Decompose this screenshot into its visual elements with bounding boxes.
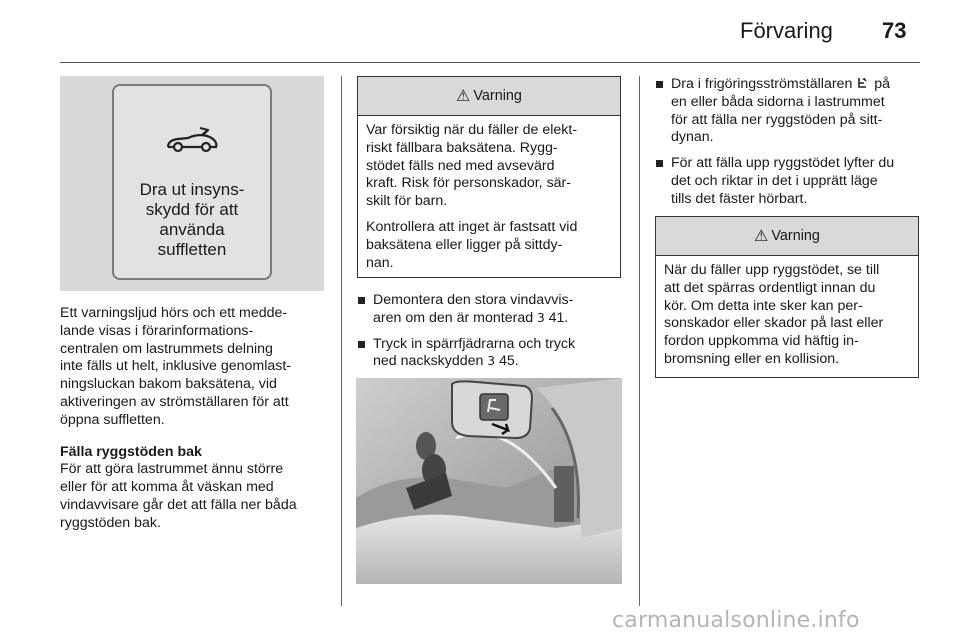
convertible-car-icon	[164, 124, 220, 154]
column-divider-left	[341, 76, 342, 606]
body-paragraph: För att göra lastrummet ännu större eller för att komma åt väskan med vindavvisare går det att fälla ner båda ryggstöden bak.	[60, 461, 297, 531]
bullet-square-icon	[656, 160, 663, 167]
instruction-list-right	[655, 76, 923, 217]
warning-header	[656, 217, 918, 256]
page-reference-icon: 3	[487, 354, 496, 369]
warning-title: Varning	[473, 88, 522, 104]
seat-fold-icon	[856, 76, 870, 90]
list-item-text: Dra i frigöringsströmställaren	[671, 76, 853, 92]
list-item	[357, 336, 627, 372]
display-line: suffletten	[157, 240, 227, 259]
page-reference: 41.	[544, 309, 569, 326]
list-item	[655, 155, 923, 208]
list-item-text: För att fälla upp ryggstödet lyfter du det och riktar in det i upprätt läge tills det fäster hörbart.	[671, 155, 895, 207]
watermark: carmanualsonline.info	[612, 608, 860, 633]
display-line: använda	[159, 220, 225, 239]
warning-body	[656, 256, 918, 381]
section-title: Förvaring	[740, 18, 833, 43]
display-message	[114, 180, 270, 260]
subheading: Fälla ryggstöden bak	[60, 443, 202, 460]
bullet-square-icon	[358, 297, 365, 304]
body-paragraph: Ett varningsljud hörs och ett medde- lande visas i förarinformations- centralen om lastrummets delning inte fälls ut helt, inklusive genomlast- ningsluckan bakom baksätena, vid aktiveringen av strömställaren för att öppna suffletten.	[60, 305, 292, 428]
warning-title: Varning	[771, 228, 820, 244]
page-number: 73	[882, 18, 907, 43]
warning-paragraph: Kontrollera att inget är fastsatt vid baksätena eller ligger på sittdy- nan.	[366, 218, 578, 271]
warning-paragraph: När du fäller upp ryggstödet, se till att det spärras ordentligt innan du kör. Om detta inte sker kan per- sonskador eller skador på last eller fordon uppkomma vid häftig in- bromsning eller en kollision.	[664, 262, 884, 367]
bullet-square-icon	[358, 341, 365, 348]
bullet-square-icon	[656, 81, 663, 88]
display-line: skydd för att	[145, 200, 239, 219]
list-item-text: Demontera den stora vindavvis- aren om den är monterad	[373, 292, 574, 326]
display-screen	[112, 84, 272, 280]
trunk-release-photo	[356, 378, 622, 584]
column-divider-right	[639, 76, 640, 606]
warning-triangle-icon: ⚠	[754, 228, 769, 245]
warning-body	[358, 116, 620, 284]
warning-triangle-icon: ⚠	[456, 88, 471, 105]
warning-box-right	[655, 216, 919, 378]
warning-box	[357, 76, 621, 278]
page-reference: 45.	[495, 353, 519, 370]
list-item	[655, 76, 923, 147]
list-item-text: Tryck in spärrfjädrarna och tryck ned nackskydden	[373, 335, 576, 370]
warning-paragraph: Var försiktig när du fäller de elekt- riskt fällbara baksätena. Rygg- stödet fälls ned med avsevärd kraft. Risk för personskador, sär- skilt för barn.	[366, 122, 578, 210]
list-item	[357, 292, 627, 328]
warning-header	[358, 77, 620, 116]
page-reference-icon: 3	[537, 310, 545, 325]
left-column-text	[60, 305, 328, 547]
driver-display-illustration	[60, 76, 324, 291]
header-divider	[60, 62, 920, 63]
subsection	[60, 444, 328, 533]
instruction-list	[357, 292, 627, 379]
list-item-text: på en eller båda sidorna i lastrummet för att fälla ner ryggstöden på sitt- dynan.	[671, 76, 891, 146]
display-line: Dra ut insyns-	[139, 180, 245, 199]
